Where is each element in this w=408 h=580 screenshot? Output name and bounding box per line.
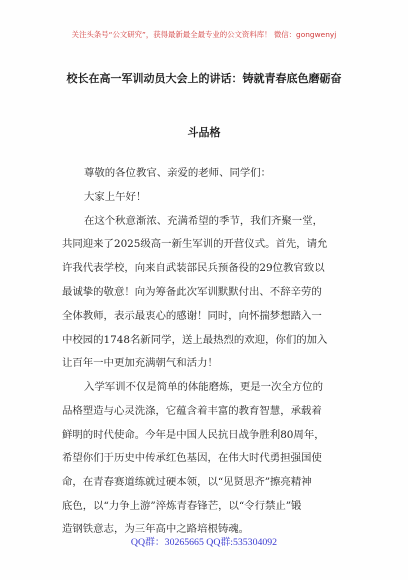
text-line: 造钢铁意志，为三年高中之路培根铸魂。	[62, 523, 250, 535]
text-line: 中校园的1748名新同学，送上最热烈的欢迎，你们的加入	[62, 334, 328, 346]
text-line: 希望你们于历史中传承红色基因，在伟大时代勇担强国使	[62, 452, 322, 464]
text-line: 许我代表学校，向来自武装部民兵预备役的29位教官致以	[62, 262, 325, 274]
text-line: 最诚挚的敬意！向为筹备此次军训默默付出、不辞辛劳的	[62, 286, 322, 298]
text-line: 在这个秋意渐浓、充满希望的季节，我们齐聚一堂，	[84, 215, 323, 227]
document-author: 斗品格	[187, 126, 221, 139]
header-banner: 关注头条号“公文研究”，获得最新最全最专业的公文资料库！ 微信：gongwenyj	[71, 30, 337, 39]
text-line: 让百年一中更加充满朝气和活力！	[62, 357, 218, 369]
text-line: 底色，以“力争上游”淬炼青春锋芒，以“令行禁止”锻	[62, 500, 302, 512]
footer-qq-groups: QQ群：30265665 QQ群:535304092	[130, 537, 278, 548]
text-line: 鲜明的时代使命。今年是中国人民抗日战争胜利80周年，	[62, 429, 325, 441]
text-line: 大家上午好！	[84, 191, 147, 203]
text-line: 全体教师，表示最衷心的感谢！同时，向怀揣梦想踏入一	[62, 310, 322, 322]
text-line: 品格塑造与心灵洗涤，它蕴含着丰富的教育智慧，承载着	[62, 405, 322, 417]
text-line: 入学军训不仅是简单的体能磨炼，更是一次全方位的	[84, 381, 323, 393]
text-line: 尊敬的各位教官、亲爱的老师、同学们：	[84, 167, 272, 179]
text-line: 共同迎来了2025级高一新生军训的开营仪式。首先，请允	[62, 238, 328, 250]
text-line: 命，在青春赛道练就过硬本领，以“见贤思齐”擦亮精神	[62, 476, 312, 488]
document-title: 校长在高一军训动员大会上的讲话：铸就青春底色磨砺奋	[66, 72, 342, 85]
